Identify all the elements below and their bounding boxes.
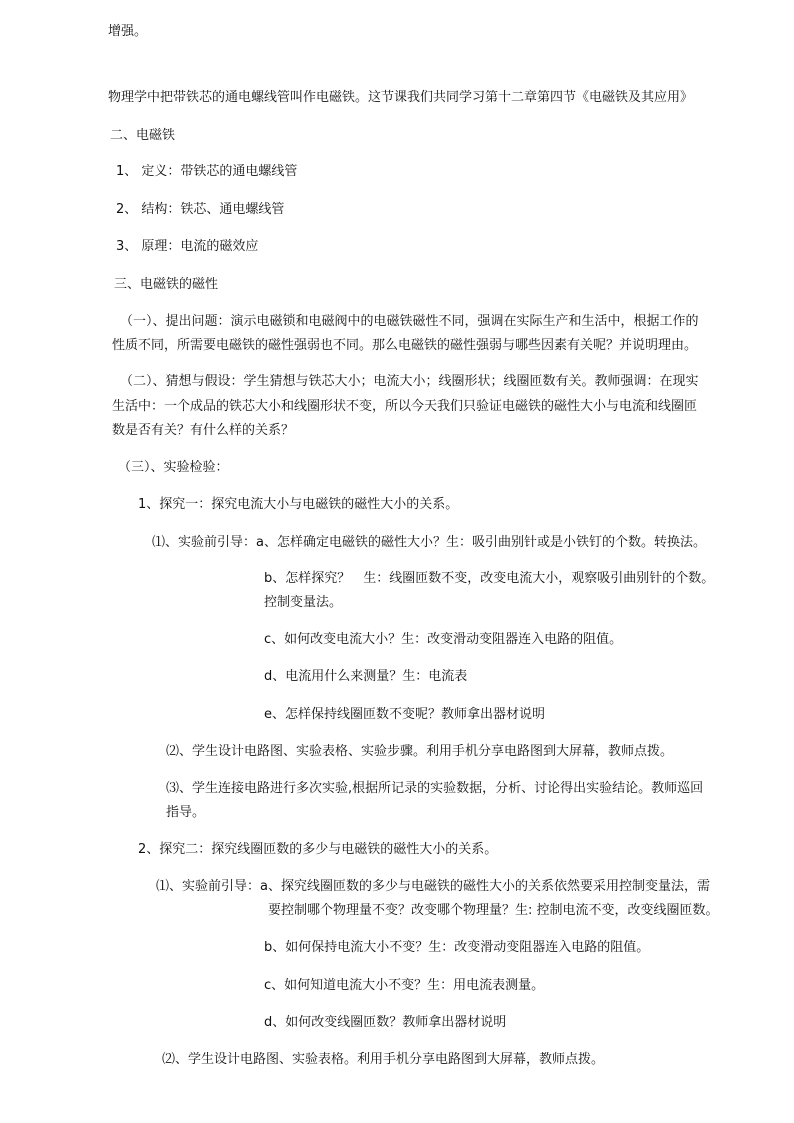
text-line: 物理学中把带铁芯的通电螺线管叫作电磁铁。这节课我们共同学习第十二章第四节《电磁铁及其应用》 bbox=[108, 90, 694, 105]
text-line: b、如何保持电流大小不变？生：改变滑动变阻器连入电路的阻值。 bbox=[264, 940, 650, 955]
subsection-heading: （三）、实验检验： bbox=[118, 460, 229, 475]
list-item: 1、 定义：带铁芯的通电螺线管 bbox=[116, 164, 298, 179]
text-line: e、怎样保持线圈匝数不变呢？教师拿出器材说明 bbox=[264, 707, 545, 722]
text-line: c、如何知道电流大小不变？生：用电流表测量。 bbox=[264, 978, 545, 993]
text-line: 要控制哪个物理量不变？改变哪个物理量？生: 控制电流不变，改变线圈匝数。 bbox=[268, 903, 719, 918]
text-line: 数是否有关？有什么样的关系？ bbox=[112, 423, 295, 438]
text-line: 控制变量法。 bbox=[264, 595, 343, 610]
text-line: 增强。 bbox=[108, 24, 148, 39]
text-line: （二）、猜想与假设：学生猜想与铁芯大小；电流大小；线圈形状；线圈匝数有关。教师强调：在现实 bbox=[120, 374, 699, 389]
text-line: 1、探究一：探究电流大小与电磁铁的磁性大小的关系。 bbox=[138, 497, 459, 512]
text-line: c、如何改变电流大小？生：改变滑动变阻器连入电路的阻值。 bbox=[264, 632, 623, 647]
text-line: 2、探究二：探究线圈匝数的多少与电磁铁的磁性大小的关系。 bbox=[138, 842, 498, 857]
section-heading: 二、电磁铁 bbox=[110, 128, 176, 143]
text-line: ⑶、学生连接电路进行多次实验,根据所记录的实验数据，分析、讨论得出实验结论。教师巡回 bbox=[166, 781, 704, 796]
text-line: d、电流用什么来测量？生：电流表 bbox=[264, 669, 468, 684]
list-item: 2、 结构：铁芯、通电螺线管 bbox=[116, 202, 285, 217]
text-line: d、如何改变线圈匝数？教师拿出器材说明 bbox=[264, 1015, 507, 1030]
text-line: 生活中：一个成品的铁芯大小和线圈形状不变，所以今天我们只验证电磁铁的磁性大小与电流和线圈匝 bbox=[112, 399, 698, 414]
text-line: b、怎样探究？ 生：线圈匝数不变，改变电流大小，观察吸引曲别针的个数。 bbox=[264, 571, 715, 586]
section-heading: 三、电磁铁的磁性 bbox=[114, 277, 219, 292]
text-line: ⑴、实验前引导：a、怎样确定电磁铁的磁性大小？生：吸引曲别针或是小铁钉的个数。转换法。 bbox=[152, 535, 706, 550]
text-line: 指导。 bbox=[166, 805, 206, 820]
text-line: ⑴、实验前引导：a、探究线圈匝数的多少与电磁铁的磁性大小的关系依然要采用控制变量法，需 bbox=[156, 879, 710, 894]
text-line: ⑵、学生设计电路图、实验表格、实验步骤。利用手机分享电路图到大屏幕，教师点拨。 bbox=[166, 744, 674, 759]
text-line: 性质不同，所需要电磁铁的磁性强弱也不同。那么电磁铁的磁性强弱与哪些因素有关呢？并说明理由。 bbox=[112, 338, 698, 353]
text-line: （一）、提出问题：演示电磁锁和电磁阀中的电磁铁磁性不同，强调在实际生产和生活中，根据工作的 bbox=[120, 314, 699, 329]
text-line: ⑵、学生设计电路图、实验表格。利用手机分享电路图到大屏幕，教师点拨。 bbox=[162, 1052, 605, 1067]
list-item: 3、 原理：电流的磁效应 bbox=[116, 239, 259, 254]
